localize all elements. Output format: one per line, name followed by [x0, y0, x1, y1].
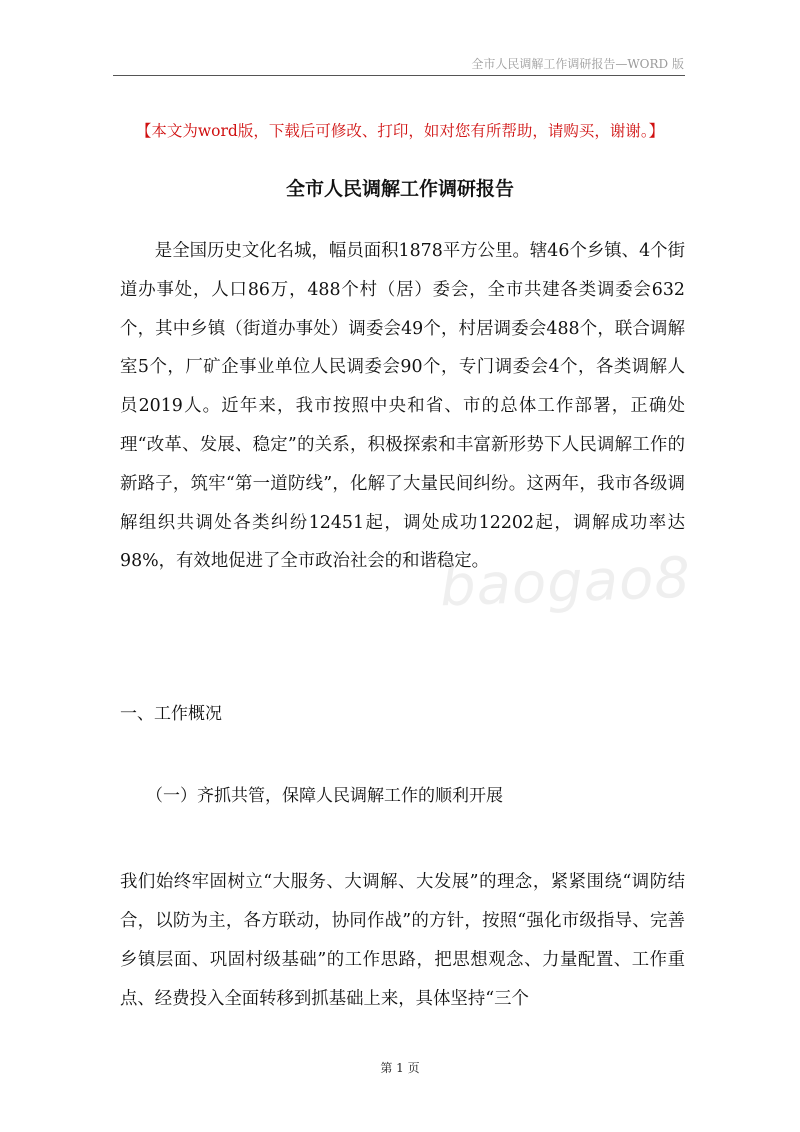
- body-paragraph: 我们始终牢固树立“大服务、大调解、大发展”的理念，紧紧围绕“调防结合，以防为主，各方联动，协同作战”的方针，按照“强化市级指导、完善乡镇层面、巩固村级基础”的工作思路，把思想观念、力量配置、工作重点、经费投入全面转移到抓基础上来，具体坚持“三个: [120, 872, 685, 1009]
- running-header: 全市人民调解工作调研报告—WORD 版: [471, 57, 684, 71]
- document-title: 全市人民调解工作调研报告: [285, 178, 514, 200]
- section-heading: 一、工作概况: [120, 704, 222, 724]
- watermark: baogao8: [438, 545, 692, 620]
- subsection-heading: （一）齐抓共管，保障人民调解工作的顺利开展: [146, 786, 503, 806]
- purchase-notice: 【本文为word版，下载后可修改、打印，如对您有所帮助，请购买，谢谢。】: [135, 122, 665, 140]
- intro-paragraph: 是全国历史文化名城，幅员面积1878平方公里。辖46个乡镇、4个街道办事处，人口86万，488个村（居）委会，全市共建各类调委会632个，其中乡镇（街道办事处）调委会49个，村居调委会488个，联合调解室5个，厂矿企事业单位人民调委会90个，专门调委会4个，各类调解人员2019人。近年来，我市按照中央和省、市的总体工作部署，正确处理“改革、发展、稳定”的关系，积极探索和丰富新形势下人民调解工作的新路子，筑牢“第一道防线”，化解了大量民间纠纷。这两年，我市各级调解组织共调处各类纠纷12451起，调处成功12202起，调解成功率达98%，有效地促进了全市政治社会的和谐稳定。: [120, 241, 685, 572]
- page-number: 第 1 页: [380, 1061, 420, 1075]
- header-divider: [113, 75, 685, 76]
